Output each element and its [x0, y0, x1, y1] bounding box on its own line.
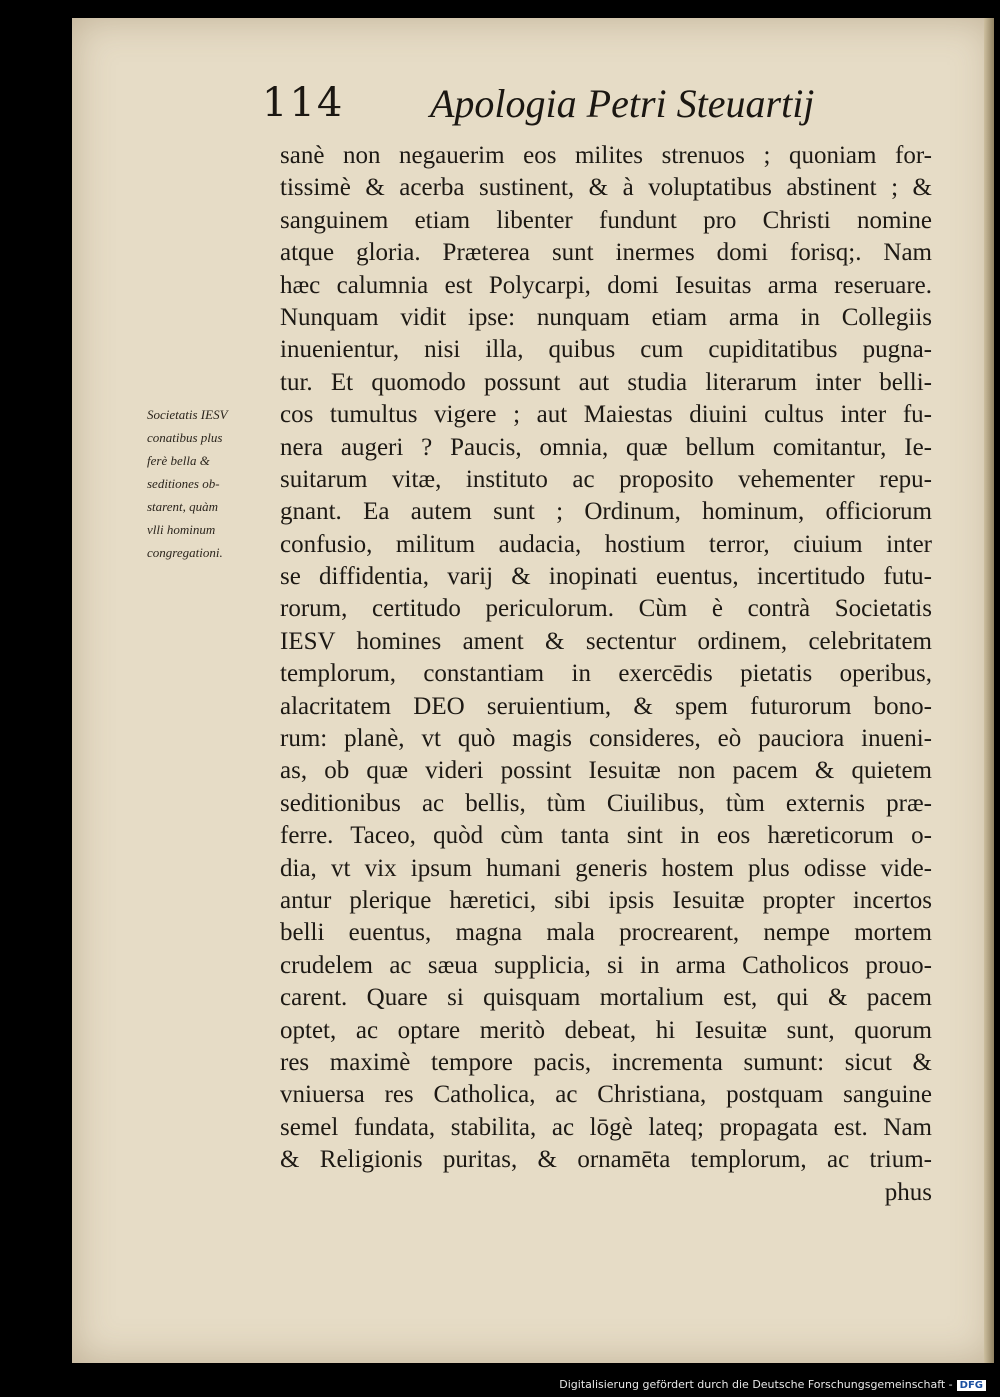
marginal-note-line: seditiones ob- — [147, 476, 220, 491]
text-line: gnant. Ea autem sunt ; Ordinum, hominum, officiorum — [280, 498, 932, 526]
funding-credit-text: Digitalisierung gefördert durch die Deutsche Forschungsgemeinschaft - — [559, 1378, 953, 1391]
text-line: nera augeri ? Paucis, omnia, quæ bellum comitantur, Ie- — [280, 433, 932, 461]
text-line: optet, ac optare meritò debeat, hi Iesuitæ sunt, quorum — [280, 1016, 932, 1044]
marginal-note-line: Societatis IESV — [147, 407, 228, 422]
text-line: se diffidentia, varij & inopinati euentus, incertitudo futu- — [280, 563, 932, 591]
text-line: rorum, certitudo periculorum. Cùm è contrà Societatis — [280, 595, 932, 623]
text-line: templorum, constantiam in exercēdis pietatis operibus, — [280, 660, 932, 688]
marginal-note-line: starent, quàm — [147, 499, 219, 514]
text-line: alacritatem DEO seruientium, & spem futurorum bono- — [280, 692, 932, 720]
text-line: cos tumultus vigere ; aut Maiestas diuini cultus inter fu- — [280, 401, 932, 429]
text-line: carent. Quare si quisquam mortalium est, qui & pacem — [280, 984, 932, 1012]
text-line: inuenientur, nisi illa, quibus cum cupiditatibus pugna- — [280, 336, 932, 364]
body-text — [280, 140, 932, 1209]
text-line: IESV homines ament & sectentur ordinem, celebritatem — [280, 627, 932, 655]
text-line: seditionibus ac bellis, tùm Ciuilibus, tùm externis præ- — [280, 789, 932, 817]
text-line: as, ob quæ videri possint Iesuitæ non pacem & quietem — [280, 757, 932, 785]
marginal-note-line: vlli hominum — [147, 522, 216, 537]
footer-credit — [559, 1378, 986, 1391]
marginal-note-line: ferè bella & — [147, 453, 210, 468]
text-line: tissimè & acerba sustinent, & à voluptatibus abstinent ; & — [280, 174, 932, 202]
text-line: & Religionis puritas, & ornamēta templorum, ac trium- — [280, 1146, 932, 1174]
page-number: 114 — [262, 80, 345, 126]
marginal-note — [147, 403, 279, 564]
text-line: res maximè tempore pacis, incrementa sumunt: sicut & — [280, 1048, 932, 1076]
page-header — [262, 80, 942, 140]
text-line: tur. Et quomodo possunt aut studia literarum inter belli- — [280, 368, 932, 396]
footer-bar — [0, 1363, 1000, 1397]
text-line: confusio, militum audacia, hostium terror, ciuium inter — [280, 530, 932, 558]
text-line: sanè non negauerim eos milites strenuos ; quoniam for- — [280, 142, 932, 169]
text-line: phus — [884, 1178, 932, 1206]
running-title: Apologia Petri Steuartij — [430, 81, 815, 126]
text-line: belli euentus, magna mala procrearent, nempe mortem — [280, 919, 932, 947]
text-line: semel fundata, stabilita, ac lōgè lateq; propagata est. Nam — [280, 1113, 932, 1141]
page-edge — [984, 18, 994, 1363]
text-line: rum: planè, vt quò magis consideres, eò pauciora inueni- — [280, 725, 932, 753]
text-line: sanguinem etiam libenter fundunt pro Christi nomine — [280, 206, 932, 234]
text-line: antur plerique hæretici, sibi ipsis Iesuitæ propter incertos — [280, 886, 932, 914]
text-line: ferre. Taceo, quòd cùm tanta sint in eos hæreticorum o- — [280, 822, 932, 850]
marginal-note-line: congregationi. — [147, 545, 223, 560]
text-line: Nunquam vidit ipse: nunquam etiam arma in Collegiis — [280, 303, 932, 331]
book-page — [72, 18, 994, 1363]
dfg-logo: DFG — [957, 1380, 986, 1391]
text-line: dia, vt vix ipsum humani generis hostem plus odisse vide- — [280, 854, 932, 882]
marginal-note-line: conatibus plus — [147, 430, 223, 445]
text-line: hæc calumnia est Polycarpi, domi Iesuitas arma reseruare. — [280, 271, 932, 299]
text-line: vniuersa res Catholica, ac Christiana, postquam sanguine — [280, 1081, 932, 1109]
text-line: suitarum vitæ, instituto ac proposito vehementer repu- — [280, 465, 932, 493]
text-line: atque gloria. Præterea sunt inermes domi forisq;. Nam — [280, 239, 932, 267]
text-line: crudelem ac sæua supplicia, si in arma Catholicos prouo- — [280, 951, 932, 979]
